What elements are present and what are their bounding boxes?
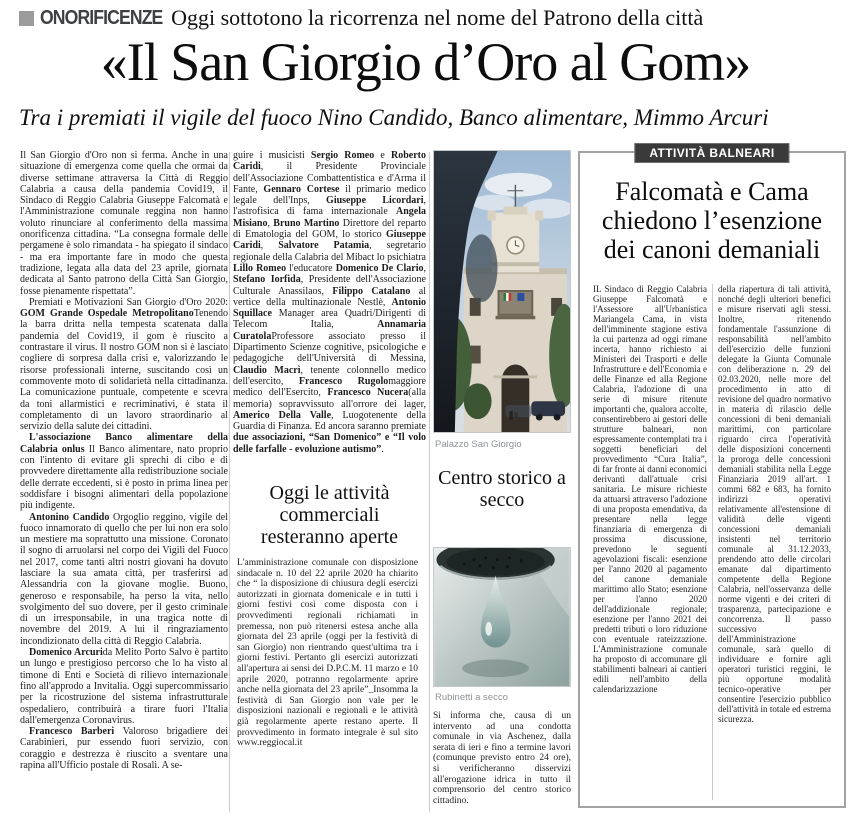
article-column-1 bbox=[20, 150, 228, 818]
shops-open-box bbox=[233, 482, 426, 818]
column-divider bbox=[429, 152, 430, 812]
water-box-title: Centro storico a secco bbox=[438, 467, 566, 511]
main-headline: «Il San Giorgio d’Oro al Gom» bbox=[100, 32, 751, 92]
kicker-text: Oggi sottotono la ricorrenza nel nome del Patrono della città bbox=[171, 5, 704, 30]
paragraph: Il San Giorgio d'Oro non si ferma. Anche in una situazione di emergenza come quella che ormai da diverse settimane attraversa la Città di Reggio Calabria a causa della pandemia Covid19, il Sindaco di Reggio Calabria Giuseppe Falcomatà e l'Amministrazione comunale reggina non hanno voluto rinunciare al conferimento della massima onorificenza cittadina. “La consegna formale delle pergamene è solo rimandata - ha spiegato il sindaco - ma era importante fare in modo che questa tradizione, legata alla data del 23 aprile, giornata dedicata al Santo patrono della Città San Giorgio, fosse pienamente rispettata”. bbox=[20, 150, 228, 297]
sidebar-tag: ATTIVITÀ BALNEARI bbox=[634, 143, 789, 163]
palazzo-photo-caption: Palazzo San Giorgio bbox=[435, 439, 522, 450]
kicker-label: ONORIFICENZE bbox=[40, 7, 163, 29]
paragraph: Domenico Arcurida Melito Porto Salvo è partito un lungo e prestigioso percorso che lo ha visto al timone di Enti e Società di rilievo internazionale fino all'approdo a Invitalia. Oggi supercommissario per la ricostruzione del sistema infrastrutturale ospedaliero, contribuirà a tirare fuori l'Italia dall'emergenza Coronavirus. bbox=[20, 647, 228, 726]
paragraph: Premiati e Motivazioni San Giorgio d'Oro 2020: GOM Grande Ospedale MetropolitanoTenendo la barra dritta nella tempesta scatenata dalla pandemia del Covid19, il gom è riuscito a contrastare il virus. Il nostro GOM non si è lasciato cogliere di sorpresa dalla crisi e, valorizzando le risorse professionali interne, suscitando così un commovente moto di solidarietà nella cittadinanza. La comunicazione puntuale, competente e scevra da toni allarmistici e recriminativi, è stata il completamento di un lavoro straordinario al servizio della salute dei cittadini. bbox=[20, 296, 228, 433]
palazzo-san-giorgio-photo bbox=[433, 150, 571, 433]
sidebar-column-2: della riapertura di tali attività, nonché degli ulteriori benefici e misure riservati agli stessi. Inoltre, ritenendo fondamentale l'assunzione di responsabilità nell'ambito dell'esercizio delle funzioni delegate la Giunta Comunale con deliberazione n. 29 del 02.03.2020, nelle more del procedimento in atto di revisione del quadro normativo in materia di rilascio delle concessioni di beni demaniali marittimi, con particolare riguardo circa l'operatività delle disposizioni concernenti la proroga delle concessioni demaniali stabilita nella Legge Finanziaria 2019 all'art. 1 commi 682 e 683, ha fornito indirizzi operativi relativamente all'estensione di validità delle vigenti concessioni demaniali insistenti nel territorio comunale al 31.12.2033, prendendo atto delle circolari emanate dal dipartimento competente della Regione Calabria, nell'osservanza delle norme vigenti e dei criteri di trasparenza, partecipazione e concorrenza. Il passo successivo dell'Amministrazione comunale, sarà quello di individuare e fornire agli operatori turistici reggini, le più opportune modalità tecnico-operative per consentire l'esercizio pubblico dell'attività in totale ed estrema sicurezza. bbox=[712, 284, 836, 800]
article-column-2 bbox=[233, 150, 426, 818]
shops-open-body: L'amministrazione comunale con disposizione sindacale n. 10 del 22 aprile 2020 ha chiarito che “ la disposizione di chiusura degli esercizi autorizzati in giornata domenicale e in tutti i giorni festivi così come disposta con i provvedimenti regionali richiamati in premessa, non può ritenersi estesa anche alla giornata del 23 aprile (oggi per la festività di san Giorgio) non rientrando quest'ultima tra i giorni festivi. Pertanto gli esercizi autorizzati all'apertura ai sensi dei D.P.C.M. 11 marzo e 10 aprile 2020, potranno regolarmente aprire anche nella giornata del 23 aprile”_Insomma la festività di San Giorgio non vale per le disposizioni nazionali e regionali e le attività già regolarmente aperte restano aperte. Il provvedimento in formato integrale è sul sito www.reggiocal.it bbox=[237, 558, 418, 749]
photo-column bbox=[433, 150, 571, 818]
water-box-body: Si informa che, causa di un intervento ad una condotta comunale in via Aschenez, dalla serata di ieri e fino a termine lavori (comunque previsto entro 24 ore), si verificheranno disservizi all'erogazione idrica in tutto il comprensorio del centro storico cittadino. bbox=[433, 711, 571, 806]
paragraph: Francesco Barberi Valoroso brigadiere dei Carabinieri, pur essendo fuori servizio, con coraggio e destrezza è riuscito a sventare una rapina all'Ufficio postale di Rosali. A se- bbox=[20, 726, 228, 772]
sidebar-title: Falcomatà e Cama chiedono l’esenzione dei canoni demaniali bbox=[601, 177, 823, 264]
dry-faucet-photo bbox=[433, 547, 571, 687]
kicker bbox=[19, 7, 703, 29]
sidebar-columns bbox=[588, 284, 836, 800]
kicker-square-icon bbox=[19, 11, 34, 26]
paragraph: L'associazione Banco alimentare della Calabria onlus Il Banco alimentare, nato proprio con l'intento di evitare gli sprechi di cibo e di provvedere direttamente alla redistribuzione sociale delle derrate eccedenti, si è posto in prima linea per soddisfare i bisogni alimentari della popolazione più indigente. bbox=[20, 432, 228, 512]
sidebar-column-1: IL Sindaco di Reggio Calabria Giuseppe Falcomatà e l'Assessore all'Urbanistica Mariangela Cama, in vista dell'imminente stagione estiva la cui partenza ad oggi rimane incerta, hanno richiesto ai Ministeri dei Trasporti e delle Infrastrutture e dell'Economia e delle Finanze ed alla Regione Calabria, l'adozione di una serie di misure ritenute importanti che, qualora accolte, consentirebbero ai gestori delle strutture balneari, non espressamente contemplati tra i soggetti beneficiari del provvedimento “Cura Italia”, di far fronte ai danni economici derivanti dall'attuale crisi sanitaria. Le misure richieste da attuarsi attraverso l'adozione di una proposta emendativa, da presentare nella legge finanziaria di emergenza di prossima discussione, prevedono le seguenti agevolazioni fiscali: esenzione per l'anno 2020 al pagamento del canone demaniale marittimo allo Stato; esenzione per l'anno 2020 dell'addizionale regionale; esenzione per l'anno 2021 dei predetti tributi o loro riduzione con eventuale rateizzazione. L'Amministrazione comunale ha proposto di accomunare gli stabilimenti balneari ai cantieri edili nell'ambito della calendarizzazione bbox=[593, 284, 707, 694]
faucet-photo-caption: Rubinetti a secco bbox=[435, 692, 508, 703]
sidebar-article bbox=[578, 146, 846, 808]
article-column-2-text bbox=[233, 150, 426, 476]
paragraph: Antonino Candido Orgoglio reggino, vigile del fuoco innamorato di quello che per lui non era solo un mestiere ma soprattutto una missione. Coronato il sogno di arruolarsi nel corpo dei Vigili del Fuoco nel 2017, come tanti altri nostri giovani ha dovuto lasciare la sua amata città, per trasferirsi ad Alessandria con la giovane moglie. Buono, generoso e responsabile, ha perso la vita, nello svolgimento del suo dovere, per il gesto criminale di un irresponsabile, in una tragica notte di novembre del 2019. A lui il ringraziamento incondizionato della città di Reggio Calabria. bbox=[20, 511, 228, 647]
shops-open-title: Oggi le attività commerciali resteranno aperte bbox=[260, 482, 399, 548]
paragraph: guire i musicisti Sergio Romeo e Roberto Caridi, il Presidente Provinciale dell'Associazione Combattentistica e d'Arma il Fante, Gennaro Cortese il primario medico legale dell'Inps, Giuseppe Licordari, l'astrofisica di fama internazionale Angela Misiano, Bruno Martino Direttore del reparto di Ematologia del GOM, lo storico Giuseppe Caridi, Salvatore Patamia, segretario regionale della Calabria del Mibact lo psichiatra Lillo Romeo l'educatore Domenico De Clario, Stefano Iorfida, Presidente dell'Associazione Culturale Anassilaos, Filippo Catalano al vertice della multinazionale Nestlè, Antonio Squillace Manager area Quadri/Dirigenti di Telecom Italia, Annamaria CuratolaProfessore associato presso il Dipartimento Scienze cognitive, psicologiche e pedagogiche dell'Università di Messina, Claudio Macrì, tenente colonnello medico dell'esercito, Francesco Rugolomaggiore medico dell'Esercito, Francesco Nucera(alla memoria) sopravvissuto all'orrore dei lager, Americo Della Valle, Luogotenente della Guardia di Finanza. Ed ancora saranno premiate due associazioni, “San Domenico” e “Il volo delle farfalle - evoluzione autismo”. bbox=[233, 150, 426, 455]
column-divider bbox=[229, 152, 230, 812]
deck-subheadline: Tra i premiati il vigile del fuoco Nino Candido, Banco alimentare, Mimmo Arcuri bbox=[19, 105, 769, 130]
